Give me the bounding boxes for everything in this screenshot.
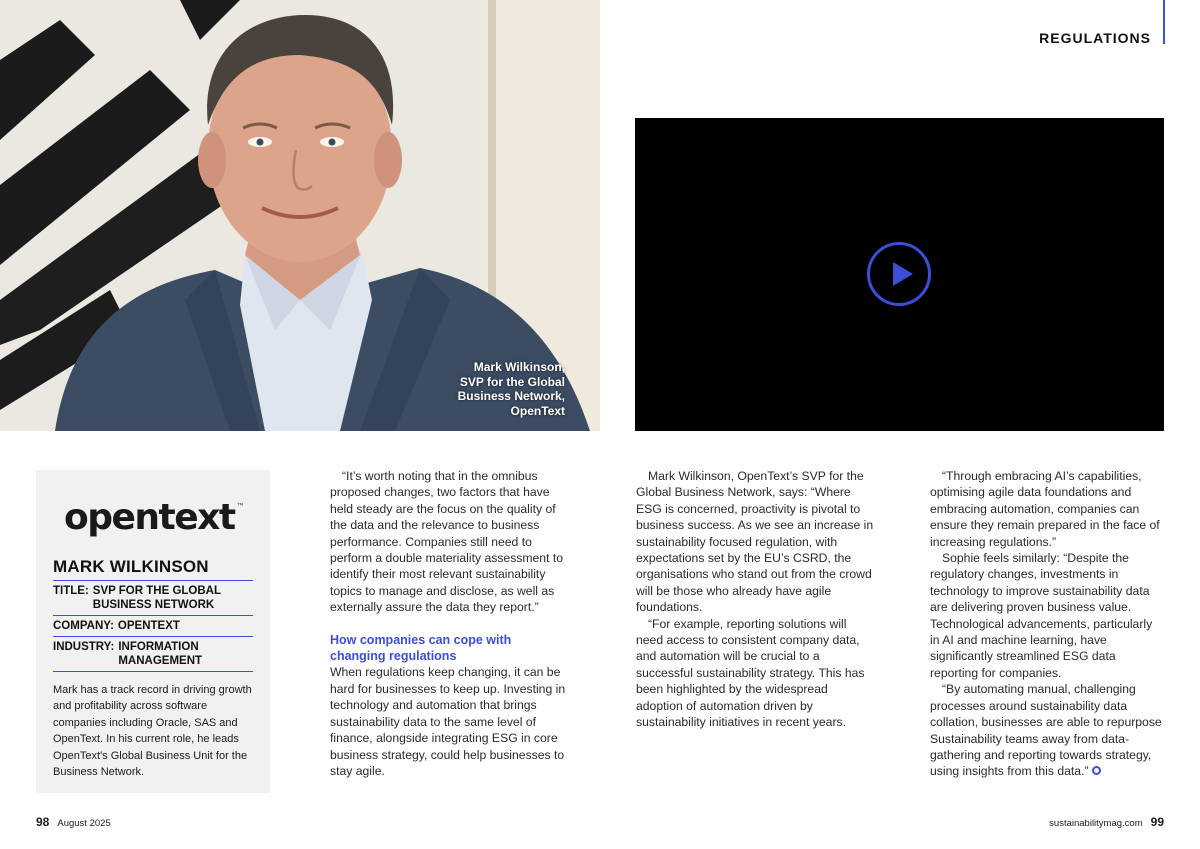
caption-line: Business Network,: [457, 389, 565, 403]
page-number-left: 98: [36, 815, 50, 829]
article-column-3: [930, 468, 1162, 780]
profile-bio: Mark has a track record in driving growth and profitability across software companies including Oracle, SAS and OpenText. In his current role, he leads OpenText's Global Business Unit for the Business Network.: [53, 684, 252, 779]
hero-photo: [0, 0, 600, 431]
play-button[interactable]: [867, 242, 931, 306]
photo-caption: [458, 360, 565, 418]
meta-value: INFORMATION MANAGEMENT: [118, 641, 203, 667]
trademark-mark: ™: [236, 502, 245, 511]
company-logo: [64, 488, 253, 537]
profile-card: [36, 470, 270, 793]
section-label: REGULATIONS: [1039, 30, 1151, 46]
caption-line: OpenText: [510, 403, 565, 418]
video-player[interactable]: [635, 118, 1164, 431]
logo-text: opentext: [64, 497, 235, 538]
paragraph: When regulations keep changing, it can be hard for businesses to keep up. Investing in technology and automation that brings sustainability data to the same level of finance, alongside integrating ESG in core business strategy, could help businesses to stay agile.: [330, 665, 566, 778]
paragraph: Mark Wilkinson, OpenText’s SVP for the Global Business Network, says: “Where ESG is concerned, proactivity is pivotal to business success. As we see an increase in sustainability focused regulation, with expectations set by the EU’s CSRD, the organisations who stand out from the crowd will be those who already have agile foundations.: [636, 469, 874, 615]
paragraph: “Through embracing AI’s capabilities, optimising agile data foundations and embracing automation, companies can ensure they remain prepared in the face of increasing regulations.”: [930, 469, 1160, 549]
meta-value: OPENTEXT: [117, 620, 180, 632]
folio-right: [1049, 815, 1164, 829]
paragraph: Sophie feels similarly: “Despite the regulatory changes, investments in technology to improve sustainability data are delivering proven business value. Technological advancements, particularly in AI and machine learning, have significantly streamlined ESG data reporting for companies.: [930, 551, 1153, 680]
caption-line: Mark Wilkinson,: [473, 360, 565, 374]
paragraph-text: “By automating manual, challenging processes around sustainability data collation, businesses are able to repurpose Sustainability teams away from data-gathering and reporting towards strategy, using insights from this data.”: [930, 682, 1162, 779]
page-number-right: 99: [1150, 815, 1164, 829]
caption-line: SVP for the Global: [459, 374, 565, 389]
meta-industry: [53, 637, 253, 672]
play-icon: [893, 262, 913, 286]
site-url[interactable]: sustainabilitymag.com: [1049, 818, 1143, 829]
subheading: How companies can cope with changing regulations: [330, 632, 512, 664]
meta-company: [53, 616, 253, 637]
meta-key: TITLE:: [53, 585, 89, 597]
meta-key: INDUSTRY:: [53, 641, 115, 653]
article-column-2: [636, 468, 876, 731]
meta-key: COMPANY:: [53, 620, 114, 632]
paragraph: “For example, reporting solutions will need access to consistent company data, and automation will be crucial to a successful sustainability strategy. This has been highlighted by the widespread adoption of automation driven by sustainability initiatives in recent years.: [636, 616, 865, 730]
section-rule: [1163, 0, 1165, 44]
folio-left: [36, 815, 111, 829]
meta-title: [53, 581, 253, 616]
end-mark-icon: [1092, 766, 1101, 775]
meta-value: SVP FOR THE GLOBAL BUSINESS NETWORK: [92, 585, 221, 611]
paragraph-final: [930, 681, 1162, 779]
article-column-1: [330, 468, 570, 779]
paragraph: “It’s worth noting that in the omnibus proposed changes, two factors that have held steady are the focus on the quality of the data and the relevance to business performance. Companies still need to perform a double materiality assessment to identify their most relevant sustainability topics to manage and disclose, as well as externally assure the data they report.”: [330, 469, 564, 615]
profile-name: MARK WILKINSON: [53, 557, 253, 581]
issue-date: August 2025: [57, 818, 111, 829]
